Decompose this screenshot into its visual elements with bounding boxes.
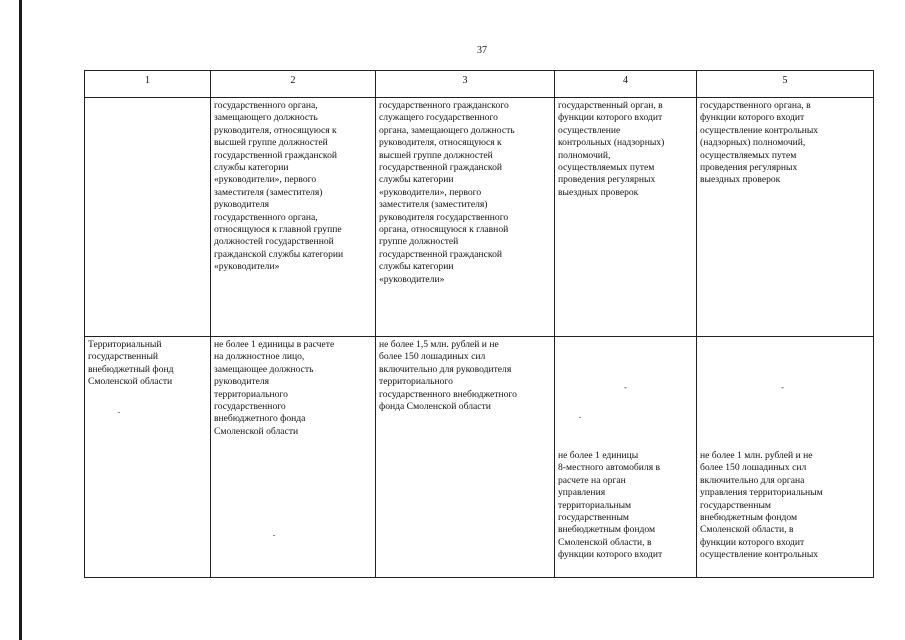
table-cell <box>376 337 555 578</box>
table-cell <box>85 98 211 337</box>
table-header-row <box>85 71 874 98</box>
dash-mark: - <box>781 382 784 392</box>
scan-speck <box>118 412 120 413</box>
cell-text: не более 1 единицы в расчете на должностное лицо, замещающее должность руководителя территориального государственного внебюджетного фонда Смоленской области <box>214 339 335 437</box>
table-row <box>85 337 874 578</box>
cell-text: государственный орган, в функции которого входит осуществление контрольных (надзорных) полномочий, осуществляемых путем проведения регулярных выездных проверок <box>558 100 665 198</box>
data-table <box>84 70 874 578</box>
cell-text: не более 1 единицы 8-местного автомобиля в расчете на орган управления территориальным государственным внебюджетным фондом Смоленской области, в функции которого входит <box>558 450 663 561</box>
page-number: 37 <box>477 45 487 56</box>
table-cell <box>211 98 376 337</box>
cell-text: государственного органа, в функции которого входит осуществление контрольных (надзорных) полномочий, осуществляемых путем проведения регулярных выездных проверок <box>700 100 819 186</box>
page-edge-bar <box>19 0 22 640</box>
table-cell <box>555 98 697 337</box>
scan-speck <box>273 535 275 536</box>
table-cell <box>555 337 697 578</box>
cell-text: Территориальный государственный внебюджетный фонд Смоленской области <box>88 339 174 388</box>
cell-text: государственного органа, замещающего должность руководителя, относящуюся к высшей группе должностей государственной гражданской службы категории «руководители», первого заместителя (заместителя) руководителя государственного органа, относящуюся к главной группе должностей государственной гражданской службы категории «руководители» <box>214 100 344 273</box>
column-header: 5 <box>697 71 874 98</box>
table-cell <box>376 98 555 337</box>
column-header: 3 <box>376 71 555 98</box>
column-header: 1 <box>85 71 211 98</box>
cell-text: государственного гражданского служащего государственного органа, замещающего должность руководителя, относящуюся к высшей группе должностей государственной гражданской службы категории «руководители», первого заместителя (заместителя) руководителя государственного органа, относящуюся к главной группе должностей государственной гражданской службы категории «руководители» <box>379 100 515 285</box>
cell-text: не более 1 млн. рублей и не более 150 лошадиных сил включительно для органа управления территориальным государственным внебюджетным фондом Смоленской области, в функции которого входит осуществление контрольных <box>700 450 823 561</box>
scan-speck <box>579 417 581 418</box>
column-header: 4 <box>555 71 697 98</box>
table-cell <box>211 337 376 578</box>
column-header: 2 <box>211 71 376 98</box>
dash-mark: - <box>624 382 627 392</box>
table-cell <box>697 98 874 337</box>
cell-text: не более 1,5 млн. рублей и не более 150 лошадиных сил включительно для руководителя территориального государственного внебюджетного фонда Смоленской области <box>379 339 517 413</box>
table-row <box>85 98 874 337</box>
table-cell <box>85 337 211 578</box>
table-cell <box>697 337 874 578</box>
